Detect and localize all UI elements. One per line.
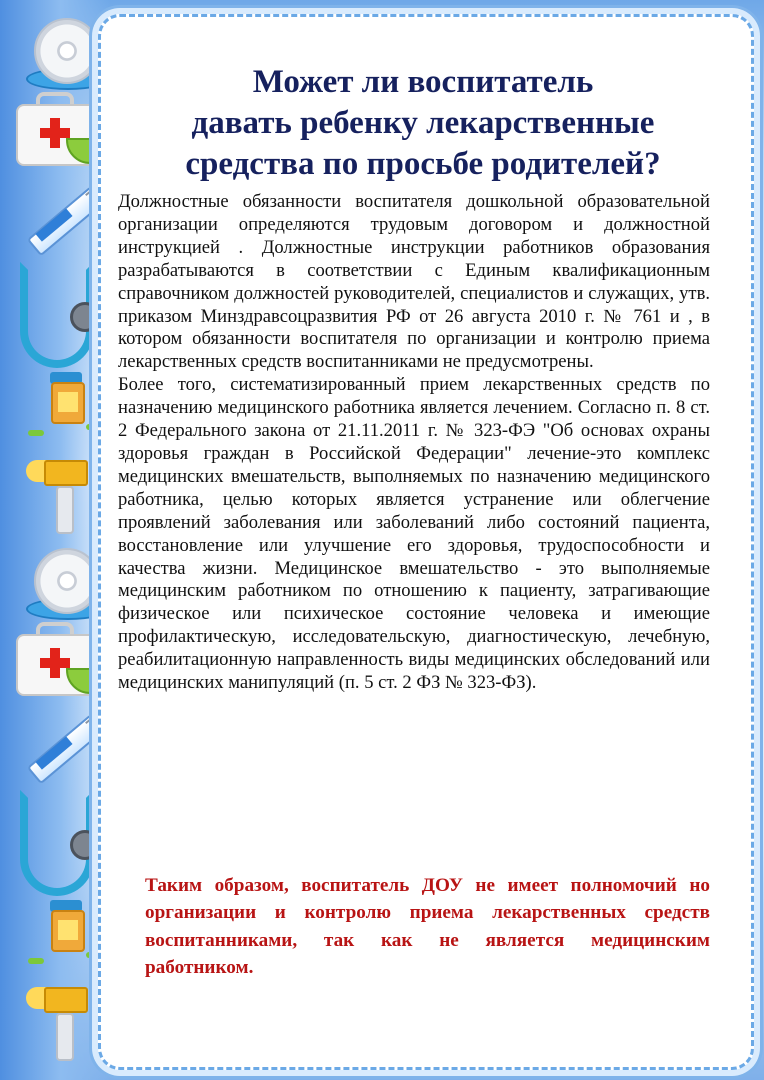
otoscope-icon [26,985,106,1065]
title-line: давать ребенку лекарственные [191,105,655,141]
first-aid-kit-icon [12,92,112,172]
pill-bottle-icon [26,372,106,442]
otoscope-icon [26,458,106,538]
syringe-icon [20,180,110,260]
syringe-icon [20,708,110,788]
article-body [118,191,710,695]
paragraph: Должностные обязанности воспитателя дошкольной образовательной организации определяются трудовым договором и должностной инструкцией . Должностные инструкции работников образования разрабатываются в соответствии с Единым квалификационным справочником должностей руководителей, специалистов и служащих, утв. приказом Минздравсоцразвития РФ от 26 августа 2010 г. № 761 и , в котором обязанности воспитателя по организации и контролю приема лекарственных средств воспитанниками не предусмотрены. [118,191,710,373]
page-title [100,62,746,185]
title-line: Может ли воспитатель [252,64,594,100]
title-line: средства по просьбе родителей? [185,146,661,182]
pill-bottle-icon [26,900,106,970]
first-aid-kit-icon [12,622,112,702]
conclusion-text: Таким образом, воспитатель ДОУ не имеет полномочий но организации и контролю приема лекарственных средств воспитанниками, так как не является медицинским работником. [145,875,710,978]
paragraph: Более того, систематизированный прием лекарственных средств по назначению медицинского работника является лечением. Согласно п. 8 ст. 2 Федерального закона от 21.11.2011 г. № 323-ФЭ "Об основах охраны здоровья граждан в Российской Федерации" лечение-это комплекс медицинских вмешательств, выполняемых по назначению медицинского работника, целью которых является устранение или облегчение проявлений заболевания или заболеваний либо состояний пациента, восстановление или улучшение его здоровья, трудоспособности и качества жизни. Медицинское вмешательство - это выполняемые медицинским работником по отношению к пациенту, затрагивающие физическое или психическое состояние человека и имеющие профилактическую, исследовательскую, диагностическую, лечебную, реабилитационную направленность виды медицинских обследований или медицинских манипуляций (п. 5 ст. 2 ФЗ № 323-ФЗ). [118,374,710,694]
